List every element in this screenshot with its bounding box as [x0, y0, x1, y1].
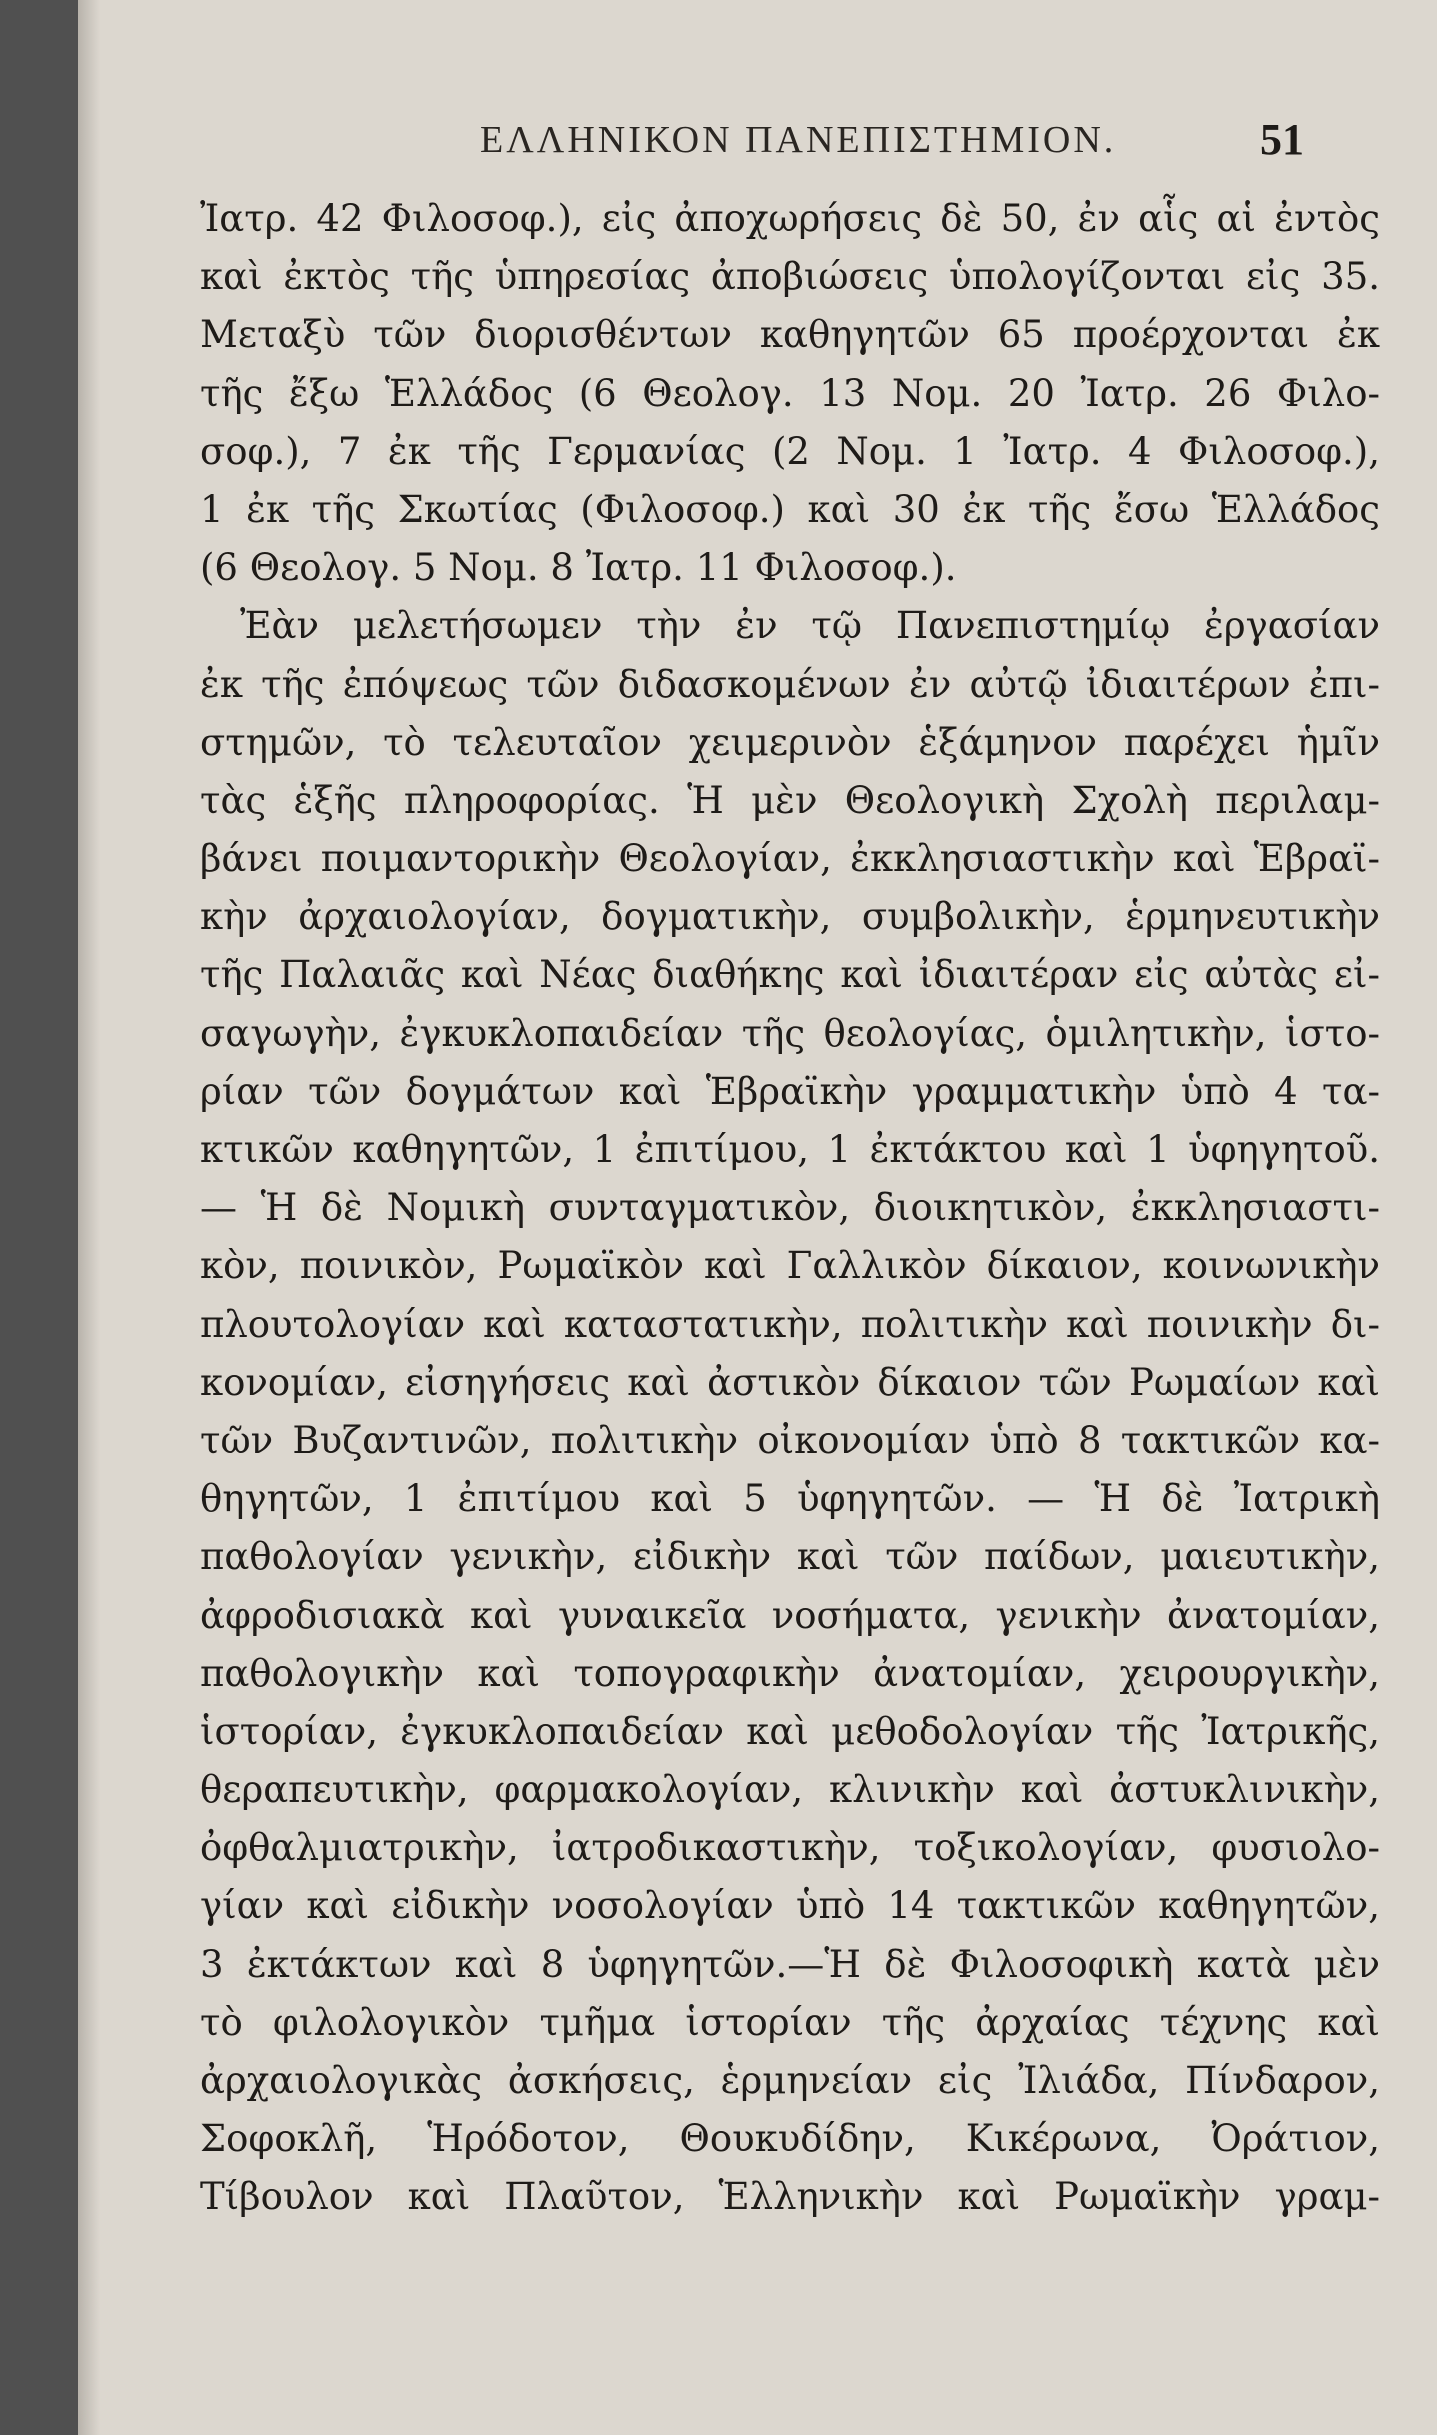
gutter-fade	[78, 0, 100, 2435]
book-spine-shadow	[0, 0, 78, 2435]
text-line: τῶν Βυζαντινῶν, πολιτικὴν οἰκονομίαν ὑπὸ 8 τακτικῶν κα-	[200, 1418, 1380, 1462]
text-line: Μεταξὺ τῶν διορισθέντων καθηγητῶν 65 προέρχονται ἐκ	[200, 313, 1380, 357]
text-line: 3 ἐκτάκτων καὶ 8 ὑφηγητῶν.—Ἡ δὲ Φιλοσοφικὴ κατὰ μὲν	[200, 1942, 1380, 1986]
text-line: θηγητῶν, 1 ἐπιτίμου καὶ 5 ὑφηγητῶν. — Ἡ δὲ Ἰατρικὴ	[200, 1477, 1380, 1521]
text-line: ἀφροδισιακὰ καὶ γυναικεῖα νοσήματα, γενικὴν ἀνατομίαν,	[200, 1593, 1380, 1637]
body-text	[200, 190, 1380, 2227]
text-line: Ἰατρ. 42 Φιλοσοφ.), εἰς ἀποχωρήσεις δὲ 50, ἐν αἷς αἱ ἐντὸς	[200, 197, 1380, 240]
text-line: ρίαν τῶν δογμάτων καὶ Ἑβραϊκὴν γραμματικὴν ὑπὸ 4 τα-	[200, 1069, 1380, 1113]
text-line: Τίβουλον καὶ Πλαῦτον, Ἑλληνικὴν καὶ Ρωμαϊκὴν γραμ-	[200, 2175, 1380, 2219]
text-line: σαγωγὴν, ἐγκυκλοπαιδείαν τῆς θεολογίας, ὁμιλητικὴν, ἱστο-	[200, 1011, 1380, 1055]
text-line: κὴν ἀρχαιολογίαν, δογματικὴν, συμβολικὴν, ἑρμηνευτικὴν	[200, 895, 1380, 939]
text-line: Σοφοκλῆ, Ἡρόδοτον, Θουκυδίδην, Κικέρωνα, Ὀράτιον,	[200, 2117, 1380, 2161]
text-line: σοφ.), 7 ἐκ τῆς Γερμανίας (2 Νομ. 1 Ἰατρ. 4 Φιλοσοφ.),	[200, 429, 1380, 473]
book-page	[100, 0, 1437, 2435]
text-line: γίαν καὶ εἰδικὴν νοσολογίαν ὑπὸ 14 τακτικῶν καθηγητῶν,	[200, 1884, 1380, 1928]
text-line: ἐκ τῆς ἐπόψεως τῶν διδασκομένων ἐν αὐτῷ ἰδιαιτέρων ἐπι-	[200, 662, 1380, 706]
text-line: καὶ ἐκτὸς τῆς ὑπηρεσίας ἀποβιώσεις ὑπολογίζονται εἰς 35.	[200, 255, 1380, 299]
text-line: στημῶν, τὸ τελευταῖον χειμερινὸν ἑξάμηνον παρέχει ἡμῖν	[200, 720, 1380, 764]
text-line: κὸν, ποινικὸν, Ρωμαϊκὸν καὶ Γαλλικὸν δίκαιον, κοινωνικὴν	[200, 1244, 1380, 1288]
text-line: τῆς ἔξω Ἑλλάδος (6 Θεολογ. 13 Νομ. 20 Ἰατρ. 26 Φιλο-	[200, 371, 1380, 415]
text-line: τὸ φιλολογικὸν τμῆμα ἱστορίαν τῆς ἀρχαίας τέχνης καὶ	[200, 2000, 1380, 2044]
text-line: (6 Θεολογ. 5 Νομ. 8 Ἰατρ. 11 Φιλοσοφ.).	[200, 546, 957, 590]
text-line: τῆς Παλαιᾶς καὶ Νέας διαθήκης καὶ ἰδιαιτέραν εἰς αὐτὰς εἰ-	[200, 953, 1380, 997]
page-number: 51	[1260, 115, 1304, 164]
text-line: ἀρχαιολογικὰς ἀσκήσεις, ἑρμηνείαν εἰς Ἰλιάδα, Πίνδαρον,	[200, 2059, 1380, 2102]
text-line: κονομίαν, εἰσηγήσεις καὶ ἀστικὸν δίκαιον τῶν Ρωμαίων καὶ	[200, 1360, 1380, 1404]
text-line: θεραπευτικὴν, φαρμακολογίαν, κλινικὴν καὶ ἀστυκλινικὴν,	[200, 1768, 1380, 1812]
text-line: πλουτολογίαν καὶ καταστατικὴν, πολιτικὴν καὶ ποινικὴν δι-	[200, 1302, 1380, 1346]
text-line: Ἐὰν μελετήσωμεν τὴν ἐν τῷ Πανεπιστημίῳ ἐργασίαν	[240, 604, 1380, 648]
running-head-title: ΕΛΛΗΝΙΚΟΝ ΠΑΝΕΠΙΣΤΗΜΙΟΝ.	[480, 119, 1117, 161]
text-line: βάνει ποιμαντορικὴν Θεολογίαν, ἐκκλησιαστικὴν καὶ Ἑβραϊ-	[200, 837, 1380, 881]
text-line: — Ἡ δὲ Νομικὴ συνταγματικὸν, διοικητικὸν, ἐκκλησιαστι-	[200, 1186, 1380, 1230]
text-line: τὰς ἑξῆς πληροφορίας. Ἡ μὲν Θεολογικὴ Σχολὴ περιλαμ-	[200, 778, 1380, 822]
text-line: ἱστορίαν, ἐγκυκλοπαιδείαν καὶ μεθοδολογίαν τῆς Ἰατρικῆς,	[200, 1709, 1380, 1753]
text-line: κτικῶν καθηγητῶν, 1 ἐπιτίμου, 1 ἐκτάκτου καὶ 1 ὑφηγητοῦ.	[200, 1128, 1380, 1171]
running-head	[100, 115, 1437, 178]
text-line: παθολογίαν γενικὴν, εἰδικὴν καὶ τῶν παίδων, μαιευτικὴν,	[200, 1535, 1380, 1579]
text-line: 1 ἐκ τῆς Σκωτίας (Φιλοσοφ.) καὶ 30 ἐκ τῆς ἔσω Ἑλλάδος	[200, 487, 1380, 531]
text-line: παθολογικὴν καὶ τοπογραφικὴν ἀνατομίαν, χειρουργικὴν,	[200, 1651, 1380, 1695]
text-line: ὀφθαλμιατρικὴν, ἰατροδικαστικὴν, τοξικολογίαν, φυσιολο-	[200, 1826, 1380, 1870]
